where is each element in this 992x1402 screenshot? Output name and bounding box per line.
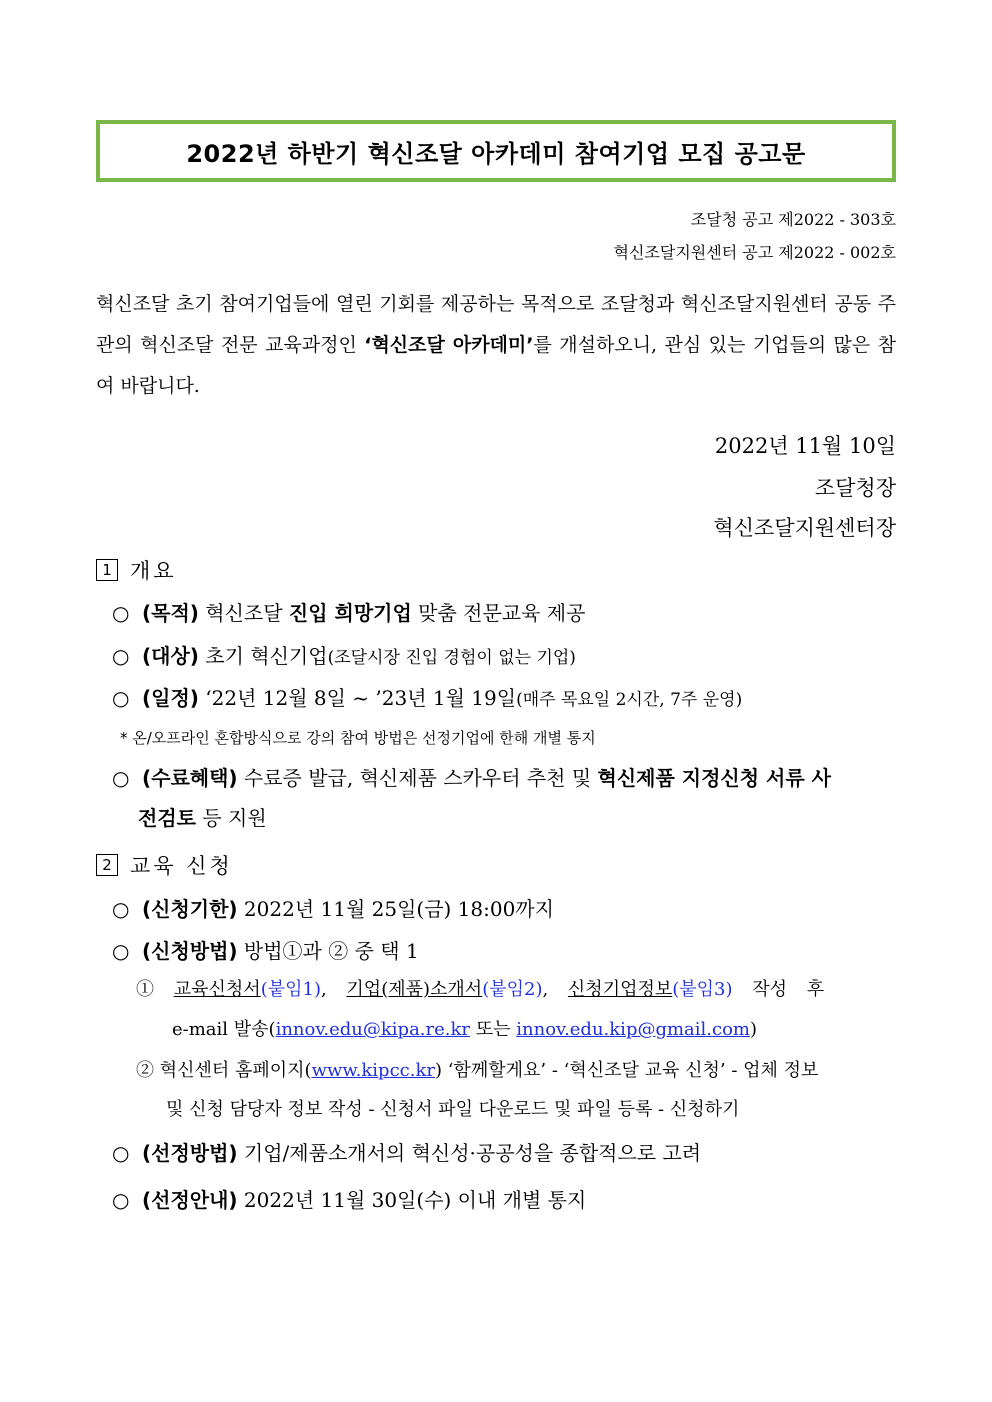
doc-application-form: 교육신청서: [173, 979, 261, 1000]
item-label: (선정방법): [142, 1141, 238, 1165]
option-text: 혁신센터 홈페이지(: [154, 1060, 312, 1081]
bullet: ○: [112, 601, 130, 625]
option-text: ): [750, 1019, 758, 1040]
item-text: ‘22년 12월 8일 ~ ’23년 1월 19일: [198, 686, 517, 710]
item-text: 수료증 발급, 혁신제품 스카우터 추천 및: [237, 766, 598, 790]
item-selection-notice: [112, 1184, 586, 1213]
option-1: ① 교육신청서(붙임1), 기업(제품)소개서(붙임2), 신청기업정보(붙임3) 작성 후: [136, 979, 825, 1000]
option-2: [136, 1056, 818, 1082]
item-target: [112, 640, 576, 669]
note-text: * 온/오프라인 혼합방식으로 강의 참여 방법은 선정기업에 한해 개별 통지: [120, 729, 596, 747]
bullet: ○: [112, 1188, 130, 1212]
issuer-1: 조달청장: [814, 476, 896, 500]
section-title: 개요: [130, 559, 177, 583]
item-bold: 혁신제품 지정신청 서류 사: [597, 766, 831, 790]
item-label: (신청기한): [142, 897, 238, 921]
item-label: (대상): [142, 644, 199, 668]
item-text: 2022년 11월 30일(수) 이내 개별 통지: [237, 1188, 587, 1212]
option-2-cont: 및 신청 담당자 정보 작성 - 신청서 파일 다운로드 및 파일 등록 - 신청하기: [166, 1099, 740, 1120]
item-text: 방법①과 ② 중 택 1: [237, 939, 419, 963]
item-selection-method: [112, 1137, 701, 1166]
email-link-1[interactable]: innov.edu@kipa.re.kr: [275, 1019, 471, 1040]
item-label: (신청방법): [142, 939, 238, 963]
section-number-box: 1: [96, 559, 118, 581]
item-detail: (조달시장 진입 경험이 없는 기업): [327, 648, 576, 668]
item-label: (목적): [142, 601, 199, 625]
option-marker: ②: [136, 1060, 154, 1081]
intro-text-1: 혁신조달 초기 참여기업들에 열린 기회를 제공하는 목적으로 조달청과 혁신조달지원센터 공동 주관의 혁신조달 전문 교육과정인: [96, 293, 896, 356]
issue-date: 2022년 11월 10일: [714, 434, 896, 458]
bullet: ○: [112, 644, 130, 668]
item-label: (수료혜택): [142, 766, 238, 790]
section-number-box: 2: [96, 854, 118, 876]
item-benefit-cont: [138, 802, 267, 831]
doc-company-intro: 기업(제품)소개서: [346, 979, 483, 1000]
section-2-heading: [96, 850, 233, 880]
bullet: ○: [112, 686, 130, 710]
item-text: 혁신조달: [198, 601, 289, 625]
item-label: (선정안내): [142, 1188, 238, 1212]
item-bold: 전검토: [138, 806, 196, 830]
section-title: 교육 신청: [130, 854, 233, 878]
item-text: 2022년 11월 25일(금) 18:00까지: [237, 897, 554, 921]
attachment-ref: (붙임2): [482, 979, 543, 1000]
bullet: ○: [112, 1141, 130, 1165]
option-text: ) ‘함께할게요’ - ‘혁신조달 교육 신청’ - 업체 정보: [434, 1060, 819, 1081]
item-deadline: [112, 893, 554, 922]
item-detail: (매주 목요일 2시간, 7주 운영): [516, 690, 743, 710]
bullet: ○: [112, 766, 130, 790]
item-benefit: [112, 762, 831, 791]
item-text: 등 지원: [195, 806, 267, 830]
option-text: 또는: [470, 1019, 517, 1040]
item-method: [112, 935, 419, 964]
option-1-cont: [172, 1015, 757, 1041]
issuer-2: 혁신조달지원센터장: [713, 516, 896, 540]
attachment-ref: (붙임3): [672, 979, 733, 1000]
item-text: 기업/제품소개서의 혁신성·공공성을 종합적으로 고려: [237, 1141, 702, 1165]
item-label: (일정): [142, 686, 199, 710]
section-1-heading: [96, 555, 177, 585]
attachment-ref: (붙임1): [260, 979, 321, 1000]
option-marker: ①: [136, 979, 154, 1000]
page-title: 2022년 하반기 혁신조달 아카데미 참여기업 모집 공고문: [186, 139, 806, 168]
doc-company-info: 신청기업정보: [567, 979, 673, 1000]
item-purpose: [112, 597, 585, 626]
bullet: ○: [112, 897, 130, 921]
intro-text-2: 를 개설하오니, 관심 있는 기업들의 많은 참여 바랍니다.: [96, 334, 897, 397]
option-text: e-mail 발송(: [172, 1019, 276, 1040]
intro-highlight: ‘혁신조달 아카데미’: [364, 334, 534, 356]
item-text: 맞춤 전문교육 제공: [411, 601, 586, 625]
option-text: 작성 후: [732, 979, 825, 1000]
title-box: [96, 120, 896, 182]
item-text: 초기 혁신기업: [198, 644, 328, 668]
homepage-link[interactable]: www.kipcc.kr: [311, 1060, 435, 1081]
email-link-2[interactable]: innov.edu.kip@gmail.com: [516, 1019, 751, 1040]
item-bold: 진입 희망기업: [288, 601, 412, 625]
notice-number-1: 조달청 공고 제2022 - 303호: [690, 210, 896, 229]
notice-number-2: 혁신조달지원센터 공고 제2022 - 002호: [613, 243, 896, 262]
intro-paragraph: [96, 284, 896, 407]
item-schedule: [112, 682, 742, 711]
bullet: ○: [112, 939, 130, 963]
